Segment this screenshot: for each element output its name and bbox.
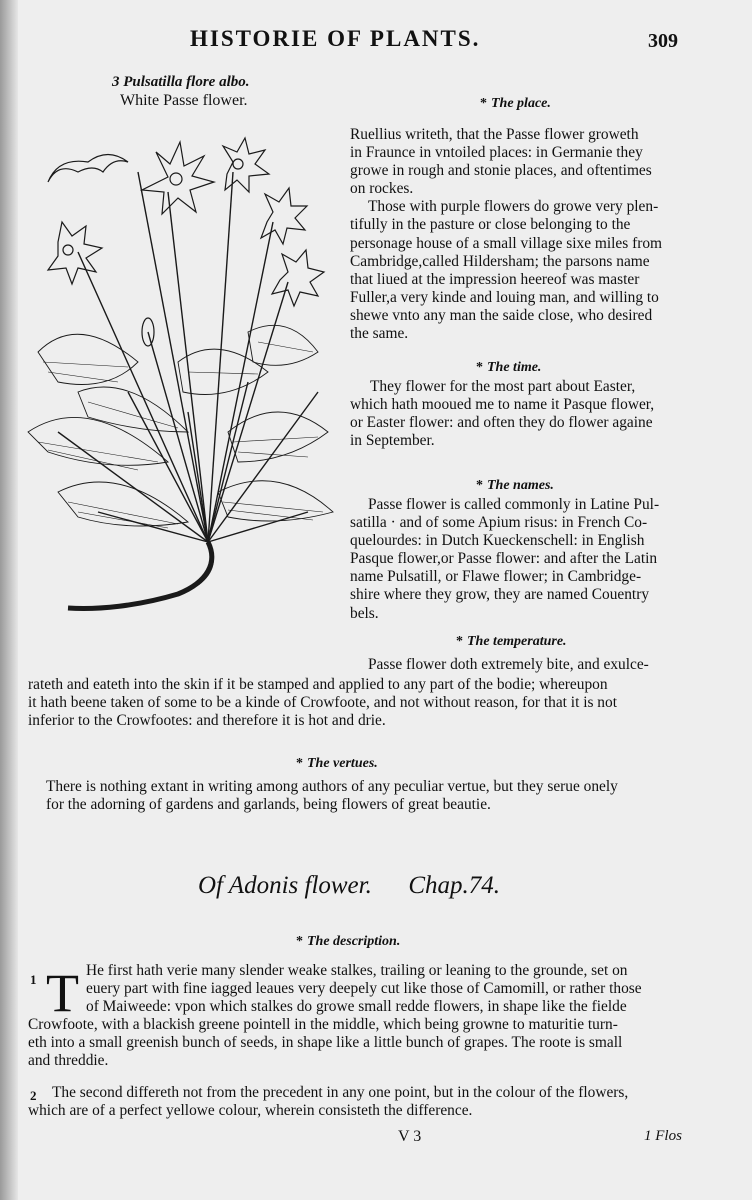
text-line: which hath mooued me to name it Pasque flower, xyxy=(350,396,655,414)
text-line: Ruellius writeth, that the Passe flower groweth xyxy=(350,126,639,143)
text-line: Crowfoote, with a blackish greene pointell in the middle, which being growne to maturitie turn- xyxy=(28,1016,618,1033)
heading-vertues: * The vertues. xyxy=(296,756,378,771)
paragraph-vertues xyxy=(46,778,692,814)
text-line: and threddie. xyxy=(28,1052,109,1070)
text-line: growe in rough and stonie places, and oftentimes xyxy=(350,162,652,180)
text-line: bels. xyxy=(350,604,379,622)
heading-temperature: * The temperature. xyxy=(456,634,567,649)
text-line: There is nothing extant in writing among authors of any peculiar vertue, but they serue onely xyxy=(46,778,618,795)
text-line: They flower for the most part about Easter, xyxy=(370,378,636,395)
text-line: of Maiweede: vpon which stalkes do growe small redde flowers, in shape like the fielde xyxy=(86,998,627,1016)
drop-cap: T xyxy=(46,963,79,1023)
paragraph-description-1b xyxy=(28,1016,692,1070)
text-line: rateth and eateth into the skin if it be stamped and applied to any part of the bodie; whereupon xyxy=(28,676,608,693)
paragraph-description-1a xyxy=(86,962,692,1016)
text-line: shire where they grow, they are named Couentry xyxy=(350,586,650,604)
text-line: that liued at the impression heereof was master xyxy=(350,270,640,288)
figure-caption: White Passe flower. xyxy=(120,92,248,109)
text-line: the same. xyxy=(350,325,409,343)
text-line: euery part with fine iagged leaues very deepely cut like those of Camomill, or rather those xyxy=(86,980,642,998)
paragraph-number: 2 xyxy=(30,1088,37,1103)
text-line: shewe vnto any man the saide close, who desired xyxy=(350,306,653,324)
text-line: on rockes. xyxy=(350,180,414,198)
binding-shadow xyxy=(0,0,18,1200)
text-line: The second differeth not from the precedent in any one point, but in the colour of the flowers, xyxy=(52,1084,629,1101)
text-line: Those with purple flowers do growe very plen- xyxy=(368,198,659,216)
text-line: Passe flower doth extremely bite, and exulce- xyxy=(368,656,649,673)
text-line: it hath beene taken of some to be a kinde of Crowfoote, and not without reason, for that it is not xyxy=(28,694,617,712)
text-line: which are of a perfect yellowe colour, wherein consisteth the difference. xyxy=(28,1102,473,1120)
text-line: quelourdes: in Dutch Kueckenschell: in English xyxy=(350,532,645,550)
running-header: HISTORIE OF PLANTS. xyxy=(190,26,481,51)
text-line: inferior to the Crowfootes: and therefore it is hot and drie. xyxy=(28,712,386,730)
catchword: 1 Flos xyxy=(644,1128,682,1144)
chapter-number: Chap.74. xyxy=(408,872,501,899)
text-line: Pasque flower,or Passe flower: and after the Latin xyxy=(350,550,658,568)
text-line: eth into a small greenish bunch of seeds, in shape like a little bunch of grapes. The roote is small xyxy=(28,1034,623,1052)
text-line: He first hath verie many slender weake stalkes, trailing or leaning to the grounde, set on xyxy=(86,962,628,979)
chapter-title: Of Adonis flower. xyxy=(198,872,372,899)
heading-place: * The place. xyxy=(480,96,551,111)
paragraph-description-2 xyxy=(28,1084,692,1120)
signature-mark: V 3 xyxy=(398,1128,422,1145)
paragraph-number: 1 xyxy=(30,972,37,987)
paragraph-names xyxy=(350,496,690,623)
paragraph-place xyxy=(350,126,690,343)
text-line: Cambridge,called Hildersham; the parsons name xyxy=(350,252,650,270)
text-line: tifully in the pasture or close belonging to the xyxy=(350,216,631,234)
text-line: name Pulsatill, or Flawe flower; in Cambridge- xyxy=(350,568,642,586)
text-line: satilla · and of some Apium risus: in French Co- xyxy=(350,514,648,532)
chapter-heading xyxy=(198,872,500,900)
heading-time: * The time. xyxy=(476,360,542,375)
text-line: Passe flower is called commonly in Latine Pul- xyxy=(368,496,660,513)
text-line: in Fraunce in vntoiled places: in Germanie they xyxy=(350,144,643,162)
paragraph-time xyxy=(350,378,690,450)
heading-names: * The names. xyxy=(476,478,554,493)
heading-description: * The description. xyxy=(296,934,401,949)
figure-title: 3 Pulsatilla flore albo. xyxy=(112,74,250,90)
text-line: in September. xyxy=(350,432,435,450)
page-number: 309 xyxy=(648,30,678,52)
text-line: or Easter flower: and often they do flower againe xyxy=(350,414,653,432)
pasque-flower-woodcut xyxy=(18,132,338,622)
paragraph-temperature xyxy=(28,676,690,730)
text-line: Fuller,a very kinde and louing man, and willing to xyxy=(350,288,659,306)
text-line: for the adorning of gardens and garlands, being flowers of great beautie. xyxy=(46,796,491,814)
text-line: personage house of a small village sixe miles from xyxy=(350,234,663,252)
